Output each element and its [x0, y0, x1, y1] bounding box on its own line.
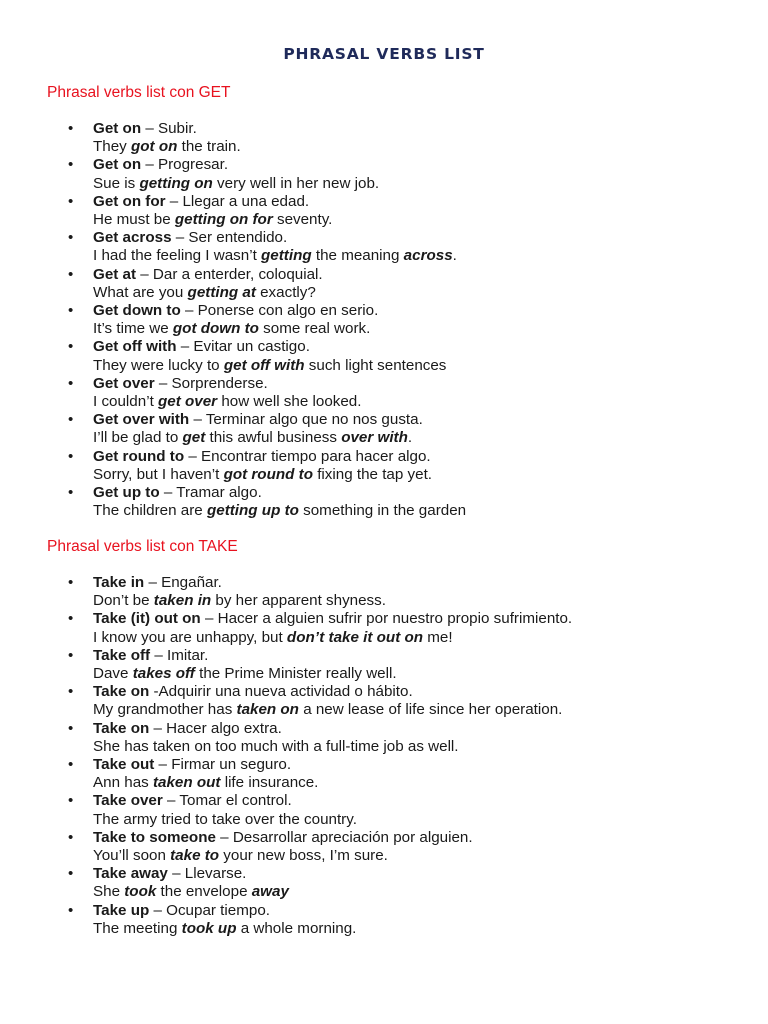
example-sentence: [93, 393, 768, 411]
phrasal-verb-meaning: – Ser entendido.: [171, 229, 288, 247]
take-phrasal-verbs-list: [0, 574, 768, 938]
list-item: [0, 792, 768, 828]
bullet-icon: •: [68, 265, 74, 283]
example-text: The meeting: [93, 919, 182, 937]
bullet-icon: •: [68, 865, 74, 883]
phrasal-verb-term: Take on: [93, 683, 150, 701]
phrasal-verb-meaning: – Llegar a una edad.: [165, 192, 310, 210]
example-sentence: [93, 357, 768, 375]
example-sentence: [93, 138, 768, 156]
example-sentence: [93, 284, 768, 302]
list-item: [0, 448, 768, 484]
example-phrasal-verb: getting on: [139, 174, 213, 192]
example-sentence: [93, 502, 768, 520]
definition-line: [93, 829, 768, 847]
definition-line: [93, 338, 768, 356]
list-item: [0, 229, 768, 265]
phrasal-verb-term: Get on: [93, 156, 142, 174]
section-heading-take: Phrasal verbs list con TAKE: [47, 538, 238, 555]
list-item: [0, 302, 768, 338]
example-text: She has taken on too much with a full-time job as well.: [93, 737, 459, 755]
list-item: [0, 647, 768, 683]
list-item: [0, 829, 768, 865]
phrasal-verb-meaning: – Hacer algo extra.: [149, 719, 282, 737]
phrasal-verb-meaning: – Tomar el control.: [162, 792, 292, 810]
example-text: It’s time we: [93, 320, 173, 338]
list-item: [0, 484, 768, 520]
bullet-icon: •: [68, 120, 74, 137]
example-text: She: [93, 883, 125, 901]
example-phrasal-verb: taken in: [153, 592, 212, 610]
example-text: The children are: [93, 502, 207, 520]
bullet-icon: •: [68, 374, 74, 392]
example-text: such light sentences: [304, 356, 447, 374]
bullet-icon: •: [68, 411, 74, 429]
list-item: [0, 902, 768, 938]
example-sentence: [93, 883, 768, 901]
phrasal-verb-meaning: – Hacer a alguien sufrir por nuestro propio sufrimiento.: [200, 610, 573, 628]
example-text: Sue is: [93, 174, 140, 192]
list-item: [0, 120, 768, 156]
example-phrasal-verb: get over: [158, 393, 218, 411]
phrasal-verb-term: Get on for: [93, 192, 166, 210]
example-text: Dave: [93, 665, 133, 683]
definition-line: [93, 720, 768, 738]
example-phrasal-verb: taken on: [236, 701, 299, 719]
bullet-icon: •: [68, 574, 74, 591]
example-text: this awful business: [205, 429, 342, 447]
definition-line: [93, 120, 768, 138]
list-item: [0, 338, 768, 374]
phrasal-verb-term: Take over: [93, 792, 163, 810]
example-sentence: [93, 811, 768, 829]
example-text: some real work.: [258, 320, 371, 338]
list-item: [0, 865, 768, 901]
phrasal-verb-term: Take off: [93, 646, 151, 664]
example-phrasal-verb: get off with: [223, 356, 305, 374]
phrasal-verb-meaning: – Llevarse.: [167, 865, 247, 883]
definition-line: [93, 647, 768, 665]
bullet-icon: •: [68, 338, 74, 356]
example-text: life insurance.: [220, 774, 319, 792]
bullet-icon: •: [68, 683, 74, 701]
get-phrasal-verbs-list: [0, 120, 768, 520]
phrasal-verb-meaning: – Encontrar tiempo para hacer algo.: [184, 447, 431, 465]
example-phrasal-verb: getting: [261, 247, 312, 265]
bullet-icon: •: [68, 302, 74, 320]
example-phrasal-verb: across: [403, 247, 453, 265]
list-item: [0, 574, 768, 610]
phrasal-verb-meaning: – Terminar algo que no nos gusta.: [189, 411, 423, 429]
example-phrasal-verb: taken out: [152, 774, 221, 792]
example-text: Sorry, but I haven’t: [93, 465, 224, 483]
example-phrasal-verb: over with: [341, 429, 408, 447]
phrasal-verb-term: Take (it) out on: [93, 610, 201, 628]
example-text: the envelope: [156, 883, 252, 901]
definition-line: [93, 683, 768, 701]
definition-line: [93, 610, 768, 628]
example-text: I had the feeling I wasn’t: [93, 247, 262, 265]
phrasal-verb-meaning: – Sorprenderse.: [154, 374, 268, 392]
phrasal-verb-term: Get over: [93, 374, 155, 392]
example-phrasal-verb: got down to: [172, 320, 259, 338]
phrasal-verb-meaning: – Desarrollar apreciación por alguien.: [215, 828, 473, 846]
definition-line: [93, 756, 768, 774]
phrasal-verb-meaning: – Ocupar tiempo.: [149, 901, 270, 919]
bullet-icon: •: [68, 719, 74, 737]
example-text: I couldn’t: [93, 393, 159, 411]
example-phrasal-verb: get: [182, 429, 206, 447]
example-text: The army tried to take over the country.: [93, 810, 357, 828]
example-text: Don’t be: [93, 592, 154, 610]
example-sentence: [93, 847, 768, 865]
example-sentence: [93, 320, 768, 338]
phrasal-verb-meaning: – Dar a enterder, coloquial.: [136, 265, 323, 283]
list-item: [0, 411, 768, 447]
example-phrasal-verb: getting at: [187, 283, 256, 301]
example-sentence: [93, 211, 768, 229]
example-text: the meaning: [311, 247, 404, 265]
phrasal-verb-term: Take in: [93, 574, 145, 591]
example-text: They: [93, 138, 131, 156]
example-text: I’ll be glad to: [93, 429, 183, 447]
example-text: me!: [423, 628, 453, 646]
example-phrasal-verb: took: [124, 883, 157, 901]
phrasal-verb-term: Get up to: [93, 484, 160, 502]
example-text: Ann has: [93, 774, 153, 792]
list-item: [0, 720, 768, 756]
example-text: You’ll soon: [93, 847, 171, 865]
example-text: He must be: [93, 211, 175, 229]
example-text: They were lucky to: [93, 356, 224, 374]
example-text: seventy.: [272, 211, 333, 229]
phrasal-verb-term: Get off with: [93, 338, 177, 356]
phrasal-verb-term: Get round to: [93, 447, 185, 465]
example-sentence: [93, 592, 768, 610]
example-phrasal-verb: takes off: [132, 665, 195, 683]
definition-line: [93, 792, 768, 810]
definition-line: [93, 229, 768, 247]
bullet-icon: •: [68, 484, 74, 502]
definition-line: [93, 193, 768, 211]
list-item: [0, 683, 768, 719]
example-phrasal-verb: don’t take it out on: [286, 628, 424, 646]
section-heading-get: Phrasal verbs list con GET: [47, 84, 231, 101]
page-title: PHRASAL VERBS LIST: [283, 45, 485, 63]
bullet-icon: •: [68, 646, 74, 664]
example-sentence: [93, 429, 768, 447]
phrasal-verb-meaning: – Tramar algo.: [159, 484, 262, 502]
phrasal-verb-meaning: – Imitar.: [150, 646, 209, 664]
phrasal-verb-term: Get over with: [93, 411, 190, 429]
list-item: [0, 756, 768, 792]
example-text: What are you: [93, 283, 188, 301]
phrasal-verb-term: Take away: [93, 865, 168, 883]
definition-line: [93, 574, 768, 592]
phrasal-verb-term: Get down to: [93, 302, 181, 320]
example-phrasal-verb: got on: [130, 138, 178, 156]
phrasal-verb-meaning: – Ponerse con algo en serio.: [180, 302, 379, 320]
bullet-icon: •: [68, 192, 74, 210]
bullet-icon: •: [68, 901, 74, 919]
phrasal-verb-term: Get across: [93, 229, 172, 247]
definition-line: [93, 865, 768, 883]
example-text: the Prime Minister really well.: [194, 665, 397, 683]
bullet-icon: •: [68, 156, 74, 174]
phrasal-verb-meaning: – Progresar.: [141, 156, 229, 174]
example-sentence: [93, 738, 768, 756]
definition-line: [93, 484, 768, 502]
example-phrasal-verb: getting up to: [206, 502, 299, 520]
list-item: [0, 375, 768, 411]
example-text: by her apparent shyness.: [211, 592, 386, 610]
example-text: something in the garden: [298, 502, 467, 520]
definition-line: [93, 156, 768, 174]
example-text: .: [407, 429, 413, 447]
list-item: [0, 266, 768, 302]
definition-line: [93, 266, 768, 284]
example-text: fixing the tap yet.: [312, 465, 433, 483]
phrasal-verb-meaning: – Firmar un seguro.: [154, 756, 292, 774]
example-text: My grandmother has: [93, 701, 237, 719]
definition-line: [93, 411, 768, 429]
phrasal-verb-meaning: – Evitar un castigo.: [176, 338, 310, 356]
bullet-icon: •: [68, 756, 74, 774]
phrasal-verb-meaning: – Subir.: [141, 120, 197, 137]
example-text: a whole morning.: [236, 919, 357, 937]
example-phrasal-verb: away: [251, 883, 289, 901]
example-sentence: [93, 629, 768, 647]
phrasal-verb-meaning: -Adquirir una nueva actividad o hábito.: [149, 683, 413, 701]
example-sentence: [93, 665, 768, 683]
bullet-icon: •: [68, 447, 74, 465]
bullet-icon: •: [68, 229, 74, 247]
phrasal-verb-term: Get at: [93, 265, 137, 283]
example-phrasal-verb: getting on for: [174, 211, 273, 229]
example-text: how well she looked.: [217, 393, 362, 411]
example-phrasal-verb: took up: [181, 919, 237, 937]
example-text: the train.: [177, 138, 241, 156]
phrasal-verb-term: Get on: [93, 120, 142, 137]
example-sentence: [93, 247, 768, 265]
definition-line: [93, 448, 768, 466]
example-text: a new lease of life since her operation.: [298, 701, 563, 719]
phrasal-verb-term: Take out: [93, 756, 155, 774]
example-text: your new boss, I’m sure.: [219, 847, 388, 865]
bullet-icon: •: [68, 610, 74, 628]
phrasal-verb-term: Take on: [93, 719, 150, 737]
example-sentence: [93, 774, 768, 792]
example-sentence: [93, 466, 768, 484]
example-text: I know you are unhappy, but: [93, 628, 287, 646]
list-item: [0, 156, 768, 192]
example-phrasal-verb: got round to: [223, 465, 313, 483]
example-sentence: [93, 920, 768, 938]
example-phrasal-verb: take to: [170, 847, 220, 865]
phrasal-verb-term: Take up: [93, 901, 150, 919]
example-text: very well in her new job.: [212, 174, 380, 192]
bullet-icon: •: [68, 792, 74, 810]
bullet-icon: •: [68, 828, 74, 846]
example-text: exactly?: [255, 283, 316, 301]
example-text: .: [452, 247, 457, 265]
list-item: [0, 610, 768, 646]
definition-line: [93, 302, 768, 320]
example-sentence: [93, 175, 768, 193]
phrasal-verb-term: Take to someone: [93, 828, 216, 846]
example-sentence: [93, 701, 768, 719]
definition-line: [93, 375, 768, 393]
list-item: [0, 193, 768, 229]
phrasal-verb-meaning: – Engañar.: [144, 574, 222, 591]
definition-line: [93, 902, 768, 920]
